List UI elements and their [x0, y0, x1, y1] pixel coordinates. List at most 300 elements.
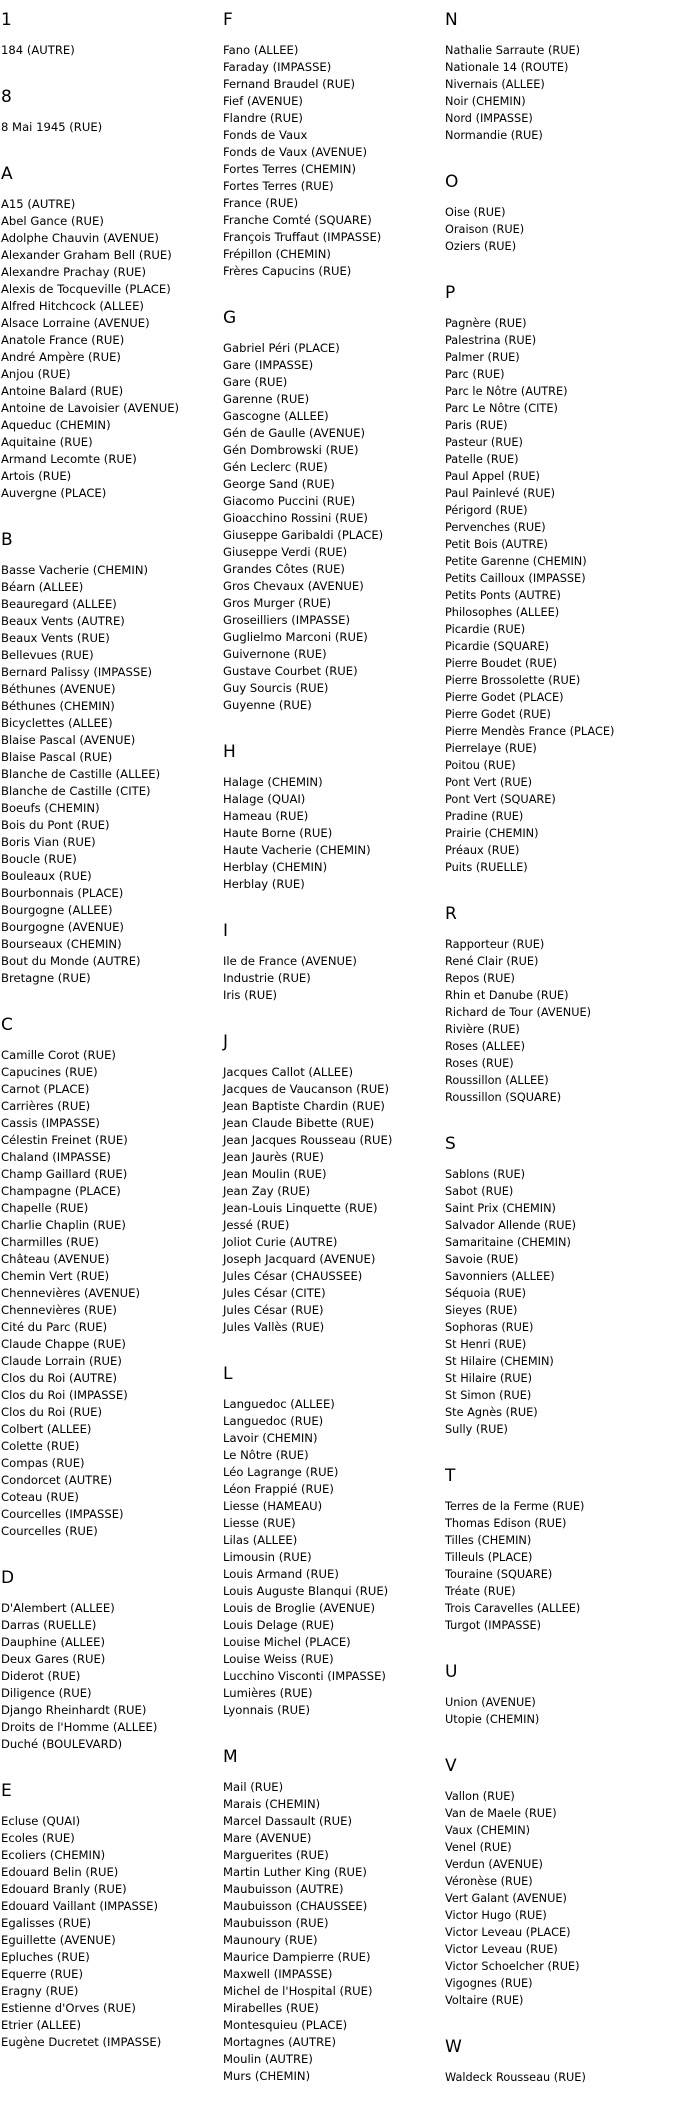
- street-item: St Hilaire (RUE): [445, 1372, 533, 1385]
- street-item: Jules Vallès (RUE): [223, 1320, 325, 1334]
- street-item: Adolphe Chauvin (AVENUE): [1, 231, 159, 245]
- street-item: Repos (RUE): [445, 972, 515, 985]
- street-item: Petite Garenne (CHEMIN): [445, 555, 587, 568]
- street-item: St Hilaire (CHEMIN): [445, 1355, 554, 1368]
- street-item: Gabriel Péri (PLACE): [223, 341, 340, 355]
- street-item: Richard de Tour (AVENUE): [445, 1006, 592, 1019]
- section-letter-heading: 1: [1, 10, 12, 30]
- street-item: A15 (AUTRE): [1, 197, 76, 211]
- street-item: Bourseaux (CHEMIN): [1, 937, 122, 951]
- street-item: Beauregard (ALLEE): [1, 597, 117, 611]
- street-item: Aqueduc (CHEMIN): [1, 418, 111, 432]
- street-item: Flandre (RUE): [223, 111, 303, 125]
- street-item: Capucines (RUE): [1, 1065, 98, 1079]
- street-item: Liesse (HAMEAU): [223, 1499, 323, 1513]
- section-letter-heading: R: [445, 904, 457, 924]
- street-item: Roses (ALLEE): [445, 1040, 525, 1053]
- street-item: Armand Lecomte (RUE): [1, 452, 137, 466]
- street-item: Béthunes (CHEMIN): [1, 699, 115, 713]
- street-item: Claude Lorrain (RUE): [1, 1354, 122, 1368]
- street-item: Alexander Graham Bell (RUE): [1, 248, 172, 262]
- street-item: Pasteur (RUE): [445, 436, 523, 449]
- street-item: Fernand Braudel (RUE): [223, 77, 356, 91]
- street-list: [445, 1498, 673, 1634]
- street-item: Jules César (CHAUSSEE): [223, 1269, 363, 1283]
- street-item: Carnot (PLACE): [1, 1082, 90, 1096]
- street-list: [1, 1047, 219, 1540]
- street-item: Beaux Vents (AUTRE): [1, 614, 125, 628]
- street-item: Rapporteur (RUE): [445, 938, 545, 951]
- street-item: Deux Gares (RUE): [1, 1652, 106, 1666]
- street-item: Sophoras (RUE): [445, 1321, 534, 1334]
- street-item: Champ Gaillard (RUE): [1, 1167, 128, 1181]
- street-item: Gustave Courbet (RUE): [223, 664, 358, 678]
- letter-section: [223, 921, 441, 1004]
- street-item: Mail (RUE): [223, 1780, 284, 1794]
- street-item: Hameau (RUE): [223, 809, 309, 823]
- street-item: Compas (RUE): [1, 1456, 85, 1470]
- street-item: Bourbonnais (PLACE): [1, 886, 124, 900]
- street-item: Petits Cailloux (IMPASSE): [445, 572, 586, 585]
- street-list: [223, 42, 441, 280]
- street-item: Normandie (RUE): [445, 129, 543, 142]
- street-item: Patelle (RUE): [445, 453, 519, 466]
- street-item: Pierre Boudet (RUE): [445, 657, 558, 670]
- street-item: Oise (RUE): [445, 206, 506, 219]
- street-item: Véronèse (RUE): [445, 1875, 533, 1888]
- street-item: Liesse (RUE): [223, 1516, 296, 1530]
- street-item: Claude Chappe (RUE): [1, 1337, 126, 1351]
- street-list: [445, 42, 673, 144]
- letter-section: [223, 742, 441, 893]
- letter-section: [445, 1134, 673, 1438]
- street-list: [445, 936, 673, 1106]
- street-item: Victor Leveau (RUE): [445, 1943, 558, 1956]
- street-item: Jules César (RUE): [223, 1303, 324, 1317]
- street-item: Marguerites (RUE): [223, 1848, 329, 1862]
- street-item: Sieyes (RUE): [445, 1304, 518, 1317]
- street-item: Parc (RUE): [445, 368, 505, 381]
- street-item: Champagne (PLACE): [1, 1184, 121, 1198]
- street-item: D'Alembert (ALLEE): [1, 1601, 115, 1615]
- section-letter-heading: T: [445, 1466, 456, 1486]
- street-item: Nord (IMPASSE): [445, 112, 533, 125]
- letter-section: [223, 308, 441, 714]
- street-item: Bernard Palissy (IMPASSE): [1, 665, 153, 679]
- street-item: Parc Le Nôtre (CITE): [445, 402, 558, 415]
- street-item: Charmilles (RUE): [1, 1235, 99, 1249]
- street-item: Savoie (RUE): [445, 1253, 519, 1266]
- street-item: Jules César (CITE): [223, 1286, 326, 1300]
- street-item: Union (AVENUE): [445, 1696, 536, 1709]
- street-item: Utopie (CHEMIN): [445, 1713, 540, 1726]
- street-item: Palmer (RUE): [445, 351, 520, 364]
- street-item: Gén Dombrowski (RUE): [223, 443, 359, 457]
- street-item: Célestin Freinet (RUE): [1, 1133, 128, 1147]
- street-item: Courcelles (IMPASSE): [1, 1507, 124, 1521]
- street-item: Halage (QUAI): [223, 792, 306, 806]
- street-item: Louis de Broglie (AVENUE): [223, 1601, 375, 1615]
- street-item: Jacques de Vaucanson (RUE): [223, 1082, 390, 1096]
- street-item: Chemin Vert (RUE): [1, 1269, 110, 1283]
- section-letter-heading: L: [223, 1364, 233, 1384]
- street-list: [445, 204, 673, 255]
- street-item: Alsace Lorraine (AVENUE): [1, 316, 150, 330]
- street-item: Gare (IMPASSE): [223, 358, 314, 372]
- letter-section: [223, 1364, 441, 1719]
- street-item: Pradine (RUE): [445, 810, 524, 823]
- street-item: Fortes Terres (CHEMIN): [223, 162, 356, 176]
- street-item: St Simon (RUE): [445, 1389, 532, 1402]
- street-item: Moulin (AUTRE): [223, 2052, 313, 2066]
- street-item: Blanche de Castille (ALLEE): [1, 767, 161, 781]
- street-item: Jean Claude Bibette (RUE): [223, 1116, 375, 1130]
- street-item: Pierre Godet (RUE): [445, 708, 551, 721]
- street-item: Picardie (SQUARE): [445, 640, 549, 653]
- street-item: Marais (CHEMIN): [223, 1797, 321, 1811]
- street-item: Bicyclettes (ALLEE): [1, 716, 113, 730]
- street-list: [223, 1064, 441, 1336]
- street-item: Maubuisson (RUE): [223, 1916, 329, 1930]
- street-item: Louis Auguste Blanqui (RUE): [223, 1584, 389, 1598]
- street-item: Gare (RUE): [223, 375, 288, 389]
- street-item: Mirabelles (RUE): [223, 2001, 319, 2015]
- street-item: Frépillon (CHEMIN): [223, 247, 331, 261]
- street-list: [445, 1788, 673, 2009]
- street-item: Equerre (RUE): [1, 1967, 83, 1981]
- street-item: Joliot Curie (AUTRE): [223, 1235, 338, 1249]
- street-item: Guivernone (RUE): [223, 647, 327, 661]
- street-item: Gascogne (ALLEE): [223, 409, 329, 423]
- section-letter-heading: B: [1, 530, 13, 550]
- section-letter-heading: V: [445, 1756, 457, 1776]
- street-item: Herblay (CHEMIN): [223, 860, 328, 874]
- street-item: Roussillon (SQUARE): [445, 1091, 562, 1104]
- street-item: Gros Murger (RUE): [223, 596, 332, 610]
- street-list: [1, 1600, 219, 1753]
- letter-section: [445, 2037, 673, 2086]
- street-item: Lyonnais (RUE): [223, 1703, 311, 1717]
- street-item: Roussillon (ALLEE): [445, 1074, 549, 1087]
- street-list: [445, 315, 673, 876]
- street-list: [223, 774, 441, 893]
- street-item: Philosophes (ALLEE): [445, 606, 560, 619]
- street-item: Cité du Parc (RUE): [1, 1320, 108, 1334]
- street-item: Murs (CHEMIN): [223, 2069, 311, 2083]
- street-item: René Clair (RUE): [445, 955, 539, 968]
- street-item: Epluches (RUE): [1, 1950, 90, 1964]
- street-item: Aquitaine (RUE): [1, 435, 93, 449]
- street-item: Limousin (RUE): [223, 1550, 312, 1564]
- section-letter-heading: O: [445, 172, 459, 192]
- street-item: Sablons (RUE): [445, 1168, 526, 1181]
- street-item: Bourgogne (AVENUE): [1, 920, 124, 934]
- street-item: Blanche de Castille (CITE): [1, 784, 151, 798]
- street-item: Jean Jacques Rousseau (RUE): [223, 1133, 393, 1147]
- street-item: Camille Corot (RUE): [1, 1048, 116, 1062]
- letter-section: [1, 530, 219, 987]
- street-item: Pierrelaye (RUE): [445, 742, 537, 755]
- street-item: 184 (AUTRE): [1, 43, 75, 57]
- section-letter-heading: C: [1, 1015, 13, 1035]
- street-item: Bois du Pont (RUE): [1, 818, 110, 832]
- street-item: Voltaire (RUE): [445, 1994, 524, 2007]
- street-item: Cassis (IMPASSE): [1, 1116, 100, 1130]
- street-item: Garenne (RUE): [223, 392, 310, 406]
- street-item: France (RUE): [223, 196, 299, 210]
- street-list: [223, 1396, 441, 1719]
- street-item: Eugène Ducretet (IMPASSE): [1, 2035, 162, 2049]
- street-item: Puits (RUELLE): [445, 861, 528, 874]
- street-list: [445, 1694, 673, 1728]
- street-item: Diderot (RUE): [1, 1669, 81, 1683]
- letter-section: [445, 1466, 673, 1634]
- street-item: Prairie (CHEMIN): [445, 827, 539, 840]
- street-item: Jessé (RUE): [223, 1218, 290, 1232]
- street-item: Gros Chevaux (AVENUE): [223, 579, 364, 593]
- street-item: Périgord (RUE): [445, 504, 528, 517]
- section-letter-heading: P: [445, 283, 456, 303]
- street-item: Ste Agnès (RUE): [445, 1406, 538, 1419]
- street-item: Condorcet (AUTRE): [1, 1473, 113, 1487]
- street-item: Martin Luther King (RUE): [223, 1865, 367, 1879]
- street-item: Auvergne (PLACE): [1, 486, 107, 500]
- street-item: Languedoc (ALLEE): [223, 1397, 335, 1411]
- letter-section: [445, 10, 673, 144]
- section-letter-heading: S: [445, 1134, 456, 1154]
- section-letter-heading: U: [445, 1662, 458, 1682]
- street-item: Tilles (CHEMIN): [445, 1534, 532, 1547]
- street-item: Eguillette (AVENUE): [1, 1933, 116, 1947]
- street-item: Pervenches (RUE): [445, 521, 546, 534]
- street-item: Haute Borne (RUE): [223, 826, 333, 840]
- street-item: Boeufs (CHEMIN): [1, 801, 100, 815]
- street-item: Mare (AVENUE): [223, 1831, 312, 1845]
- street-item: Rivière (RUE): [445, 1023, 520, 1036]
- street-item: Guyenne (RUE): [223, 698, 312, 712]
- street-item: Django Rheinhardt (RUE): [1, 1703, 147, 1717]
- street-item: Lavoir (CHEMIN): [223, 1431, 318, 1445]
- street-item: André Ampère (RUE): [1, 350, 121, 364]
- street-item: Nationale 14 (ROUTE): [445, 61, 569, 74]
- street-item: Samaritaine (CHEMIN): [445, 1236, 571, 1249]
- street-item: Vaux (CHEMIN): [445, 1824, 531, 1837]
- street-item: Jean Zay (RUE): [223, 1184, 311, 1198]
- street-item: Guglielmo Marconi (RUE): [223, 630, 368, 644]
- street-item: Léo Lagrange (RUE): [223, 1465, 339, 1479]
- street-item: Edouard Vaillant (IMPASSE): [1, 1899, 159, 1913]
- street-item: Marcel Dassault (RUE): [223, 1814, 352, 1828]
- street-item: Fonds de Vaux (AVENUE): [223, 145, 367, 159]
- street-list: [445, 2069, 673, 2086]
- street-item: Victor Hugo (RUE): [445, 1909, 547, 1922]
- street-item: Jean Jaurès (RUE): [223, 1150, 324, 1164]
- street-item: Giuseppe Verdi (RUE): [223, 545, 348, 559]
- street-item: Victor Schoelcher (RUE): [445, 1960, 580, 1973]
- street-item: Anatole France (RUE): [1, 333, 125, 347]
- street-item: Artois (RUE): [1, 469, 72, 483]
- street-item: Darras (RUELLE): [1, 1618, 97, 1632]
- street-item: Vert Galant (AVENUE): [445, 1892, 567, 1905]
- street-item: Jacques Callot (ALLEE): [223, 1065, 353, 1079]
- street-item: Charlie Chaplin (RUE): [1, 1218, 126, 1232]
- street-item: Pagnère (RUE): [445, 317, 527, 330]
- street-item: Chennevières (AVENUE): [1, 1286, 140, 1300]
- street-item: Fonds de Vaux: [223, 128, 308, 142]
- street-item: Nivernais (ALLEE): [445, 78, 545, 91]
- letter-section: [223, 1747, 441, 2085]
- street-item: Rhin et Danube (RUE): [445, 989, 569, 1002]
- street-item: Anjou (RUE): [1, 367, 71, 381]
- street-item: Gén de Gaulle (AVENUE): [223, 426, 366, 440]
- street-item: 8 Mai 1945 (RUE): [1, 120, 103, 134]
- street-item: Giacomo Puccini (RUE): [223, 494, 356, 508]
- street-item: Antoine Balard (RUE): [1, 384, 124, 398]
- street-item: Etrier (ALLEE): [1, 2018, 81, 2032]
- street-item: Lumières (RUE): [223, 1686, 313, 1700]
- section-letter-heading: H: [223, 742, 236, 762]
- street-item: Maubuisson (CHAUSSEE): [223, 1899, 368, 1913]
- street-item: Ecoles (RUE): [1, 1831, 75, 1845]
- letter-section: [445, 1756, 673, 2009]
- street-item: Blaise Pascal (AVENUE): [1, 733, 136, 747]
- street-item: Van de Maele (RUE): [445, 1807, 557, 1820]
- street-item: Michel de l'Hospital (RUE): [223, 1984, 373, 1998]
- section-letter-heading: 8: [1, 87, 12, 107]
- section-letter-heading: D: [1, 1568, 15, 1588]
- street-item: Palestrina (RUE): [445, 334, 537, 347]
- street-item: Verdun (AVENUE): [445, 1858, 543, 1871]
- street-item: Léon Frappié (RUE): [223, 1482, 334, 1496]
- street-list: [445, 1166, 673, 1438]
- street-item: Fief (AVENUE): [223, 94, 303, 108]
- street-list: [223, 953, 441, 1004]
- street-item: Herblay (RUE): [223, 877, 305, 891]
- street-item: Jean-Louis Linquette (RUE): [223, 1201, 378, 1215]
- street-item: Turgot (IMPASSE): [445, 1619, 542, 1632]
- street-item: Colbert (ALLEE): [1, 1422, 92, 1436]
- street-item: Petits Ponts (AUTRE): [445, 589, 561, 602]
- street-item: Abel Gance (RUE): [1, 214, 104, 228]
- street-item: Victor Leveau (PLACE): [445, 1926, 571, 1939]
- street-item: Mortagnes (AUTRE): [223, 2035, 337, 2049]
- section-letter-heading: J: [223, 1032, 229, 1052]
- street-item: Sully (RUE): [445, 1423, 508, 1436]
- street-item: Gioacchino Rossini (RUE): [223, 511, 368, 525]
- letter-section: [1, 1781, 219, 2051]
- street-item: Alfred Hitchcock (ALLEE): [1, 299, 144, 313]
- street-item: Montesquieu (PLACE): [223, 2018, 348, 2032]
- street-item: Boucle (RUE): [1, 852, 77, 866]
- street-item: Joseph Jacquard (AVENUE): [223, 1252, 376, 1266]
- section-letter-heading: M: [223, 1747, 238, 1767]
- street-item: Beaux Vents (RUE): [1, 631, 110, 645]
- street-item: Groseilliers (IMPASSE): [223, 613, 350, 627]
- street-item: Sabot (RUE): [445, 1185, 514, 1198]
- street-item: Parc le Nôtre (AUTRE): [445, 385, 568, 398]
- street-item: Savonniers (ALLEE): [445, 1270, 555, 1283]
- letter-section: [1, 87, 219, 136]
- street-item: Oziers (RUE): [445, 240, 517, 253]
- street-item: Château (AVENUE): [1, 1252, 110, 1266]
- street-item: Clos du Roi (IMPASSE): [1, 1388, 128, 1402]
- street-item: Vallon (RUE): [445, 1790, 515, 1803]
- street-item: Haute Vacherie (CHEMIN): [223, 843, 371, 857]
- street-item: Clos du Roi (AUTRE): [1, 1371, 117, 1385]
- street-item: Edouard Belin (RUE): [1, 1865, 119, 1879]
- letter-section: [1, 1568, 219, 1753]
- street-item: Petit Bois (AUTRE): [445, 538, 548, 551]
- street-item: Ile de France (AVENUE): [223, 954, 357, 968]
- street-item: St Henri (RUE): [445, 1338, 527, 1351]
- street-item: Maxwell (IMPASSE): [223, 1967, 333, 1981]
- street-item: Saint Prix (CHEMIN): [445, 1202, 556, 1215]
- street-item: Basse Vacherie (CHEMIN): [1, 563, 149, 577]
- street-item: Maunoury (RUE): [223, 1933, 318, 1947]
- street-item: Egalisses (RUE): [1, 1916, 92, 1930]
- street-item: Carrières (RUE): [1, 1099, 91, 1113]
- street-item: Ecluse (QUAI): [1, 1814, 81, 1828]
- street-item: Roses (RUE): [445, 1057, 514, 1070]
- section-letter-heading: F: [223, 10, 233, 30]
- section-letter-heading: E: [1, 1781, 12, 1801]
- street-item: Courcelles (RUE): [1, 1524, 98, 1538]
- street-item: Estienne d'Orves (RUE): [1, 2001, 136, 2015]
- street-item: Trois Caravelles (ALLEE): [445, 1602, 581, 1615]
- street-item: Lucchino Visconti (IMPASSE): [223, 1669, 386, 1683]
- street-item: Grandes Côtes (RUE): [223, 562, 345, 576]
- street-item: Ecoliers (CHEMIN): [1, 1848, 106, 1862]
- letter-section: [445, 904, 673, 1106]
- street-item: Franche Comté (SQUARE): [223, 213, 372, 227]
- street-item: Fano (ALLEE): [223, 43, 299, 57]
- street-item: Faraday (IMPASSE): [223, 60, 332, 74]
- street-item: Louis Delage (RUE): [223, 1618, 335, 1632]
- street-item: Tréate (RUE): [445, 1585, 516, 1598]
- street-item: Duché (BOULEVARD): [1, 1737, 123, 1751]
- street-item: Béthunes (AVENUE): [1, 682, 116, 696]
- street-item: Maubuisson (AUTRE): [223, 1882, 344, 1896]
- street-item: Nathalie Sarraute (RUE): [445, 44, 581, 57]
- street-item: Venel (RUE): [445, 1841, 512, 1854]
- letter-section: [223, 10, 441, 280]
- street-item: Halage (CHEMIN): [223, 775, 323, 789]
- section-letter-heading: N: [445, 10, 458, 30]
- street-item: Edouard Branly (RUE): [1, 1882, 127, 1896]
- street-item: Jean Moulin (RUE): [223, 1167, 327, 1181]
- street-item: Jean Baptiste Chardin (RUE): [223, 1099, 385, 1113]
- letter-section: [1, 164, 219, 502]
- letter-section: [1, 1015, 219, 1540]
- street-item: Vigognes (RUE): [445, 1977, 533, 1990]
- street-item: Waldeck Rousseau (RUE): [445, 2071, 586, 2084]
- street-list: [223, 340, 441, 714]
- street-item: Noir (CHEMIN): [445, 95, 526, 108]
- street-item: Diligence (RUE): [1, 1686, 92, 1700]
- street-item: Bourgogne (ALLEE): [1, 903, 113, 917]
- street-item: Pierre Godet (PLACE): [445, 691, 564, 704]
- street-item: Alexis de Tocqueville (PLACE): [1, 282, 171, 296]
- section-letter-heading: W: [445, 2037, 462, 2057]
- street-item: Alexandre Prachay (RUE): [1, 265, 147, 279]
- street-item: Coteau (RUE): [1, 1490, 79, 1504]
- street-item: Pont Vert (SQUARE): [445, 793, 556, 806]
- street-item: Pierre Mendès France (PLACE): [445, 725, 615, 738]
- street-item: Louis Armand (RUE): [223, 1567, 339, 1581]
- letter-section: [445, 172, 673, 255]
- street-item: Louise Michel (PLACE): [223, 1635, 351, 1649]
- street-item: Languedoc (RUE): [223, 1414, 324, 1428]
